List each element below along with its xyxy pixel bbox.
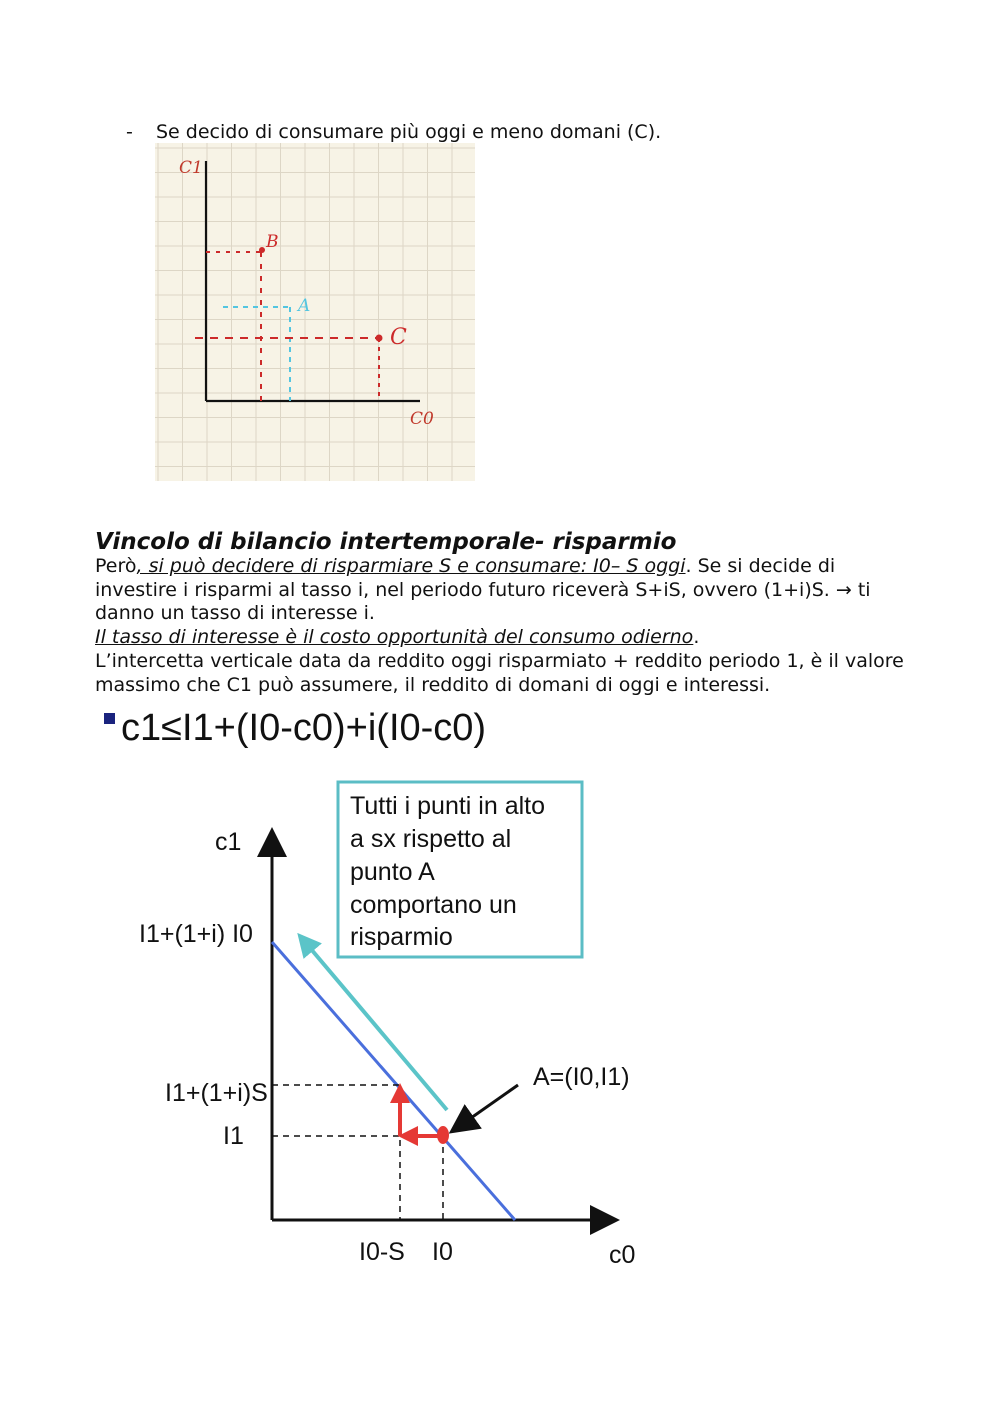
formula-bullet xyxy=(104,713,115,724)
sketch-graph xyxy=(155,143,475,481)
point-b-dot xyxy=(259,247,265,253)
intercept-label: I1+(1+i) I0 xyxy=(139,920,253,948)
bullet-dash: - xyxy=(126,121,133,143)
p2-emphasis: Il tasso di interesse è il costo opportunità del consumo odierno xyxy=(95,626,694,648)
x-tick-i0: I0 xyxy=(432,1238,453,1266)
point-c-dot xyxy=(376,335,383,342)
point-a-label: A xyxy=(298,296,311,316)
budget-line xyxy=(272,942,515,1220)
point-a-pointer xyxy=(461,1085,518,1125)
sketch-y-label: C1 xyxy=(179,158,203,178)
x-axis-label: c0 xyxy=(609,1241,636,1269)
point-a-label: A=(I0,I1) xyxy=(533,1063,630,1091)
callout-line: punto A xyxy=(350,858,434,886)
paragraph-intercept: L’intercetta verticale data da reddito oggi risparmiato + reddito periodo 1, è il valore massimo che C1 può assumere, il reddito di domani di oggi e interessi. xyxy=(95,650,904,696)
point-b-label: B xyxy=(266,232,279,252)
callout-line: comportano un xyxy=(350,891,517,919)
callout-line: risparmio xyxy=(350,923,453,951)
section-heading: Vincolo di bilancio intertemporale- risparmio xyxy=(95,529,677,555)
i1-label: I1 xyxy=(223,1122,244,1150)
formula-text: c1≤I1+(I0-c0)+i(I0-c0) xyxy=(121,707,487,749)
p2-end: . xyxy=(693,626,700,648)
p1-emphasis: , si può decidere di risparmiare S e consumare: I0– S oggi xyxy=(136,555,686,577)
bullet-item xyxy=(126,120,661,144)
point-c-label: C xyxy=(390,325,407,350)
paragraph-saving xyxy=(95,555,915,626)
x-tick-i0-s: I0-S xyxy=(359,1238,405,1266)
y-axis-label: c1 xyxy=(215,828,242,856)
budget-formula xyxy=(95,700,515,752)
saving-label: I1+(1+i)S xyxy=(165,1079,268,1107)
callout-line: a sx rispetto al xyxy=(350,825,512,853)
paragraph-interest xyxy=(95,626,915,650)
callout-line: Tutti i punti in alto xyxy=(350,792,546,820)
p1-start: Però xyxy=(95,555,137,577)
sketch-x-label: C0 xyxy=(410,409,434,429)
p1-rest: . Se si decide di investire i risparmi al tasso i, nel periodo futuro riceverà S+iS, ovvero (1+i)S. → ti danno un tasso di interesse i. xyxy=(95,555,871,625)
bullet-text: Se decido di consumare più oggi e meno domani (C). xyxy=(156,121,662,143)
point-a xyxy=(437,1126,449,1144)
budget-constraint-graph xyxy=(125,770,636,1275)
